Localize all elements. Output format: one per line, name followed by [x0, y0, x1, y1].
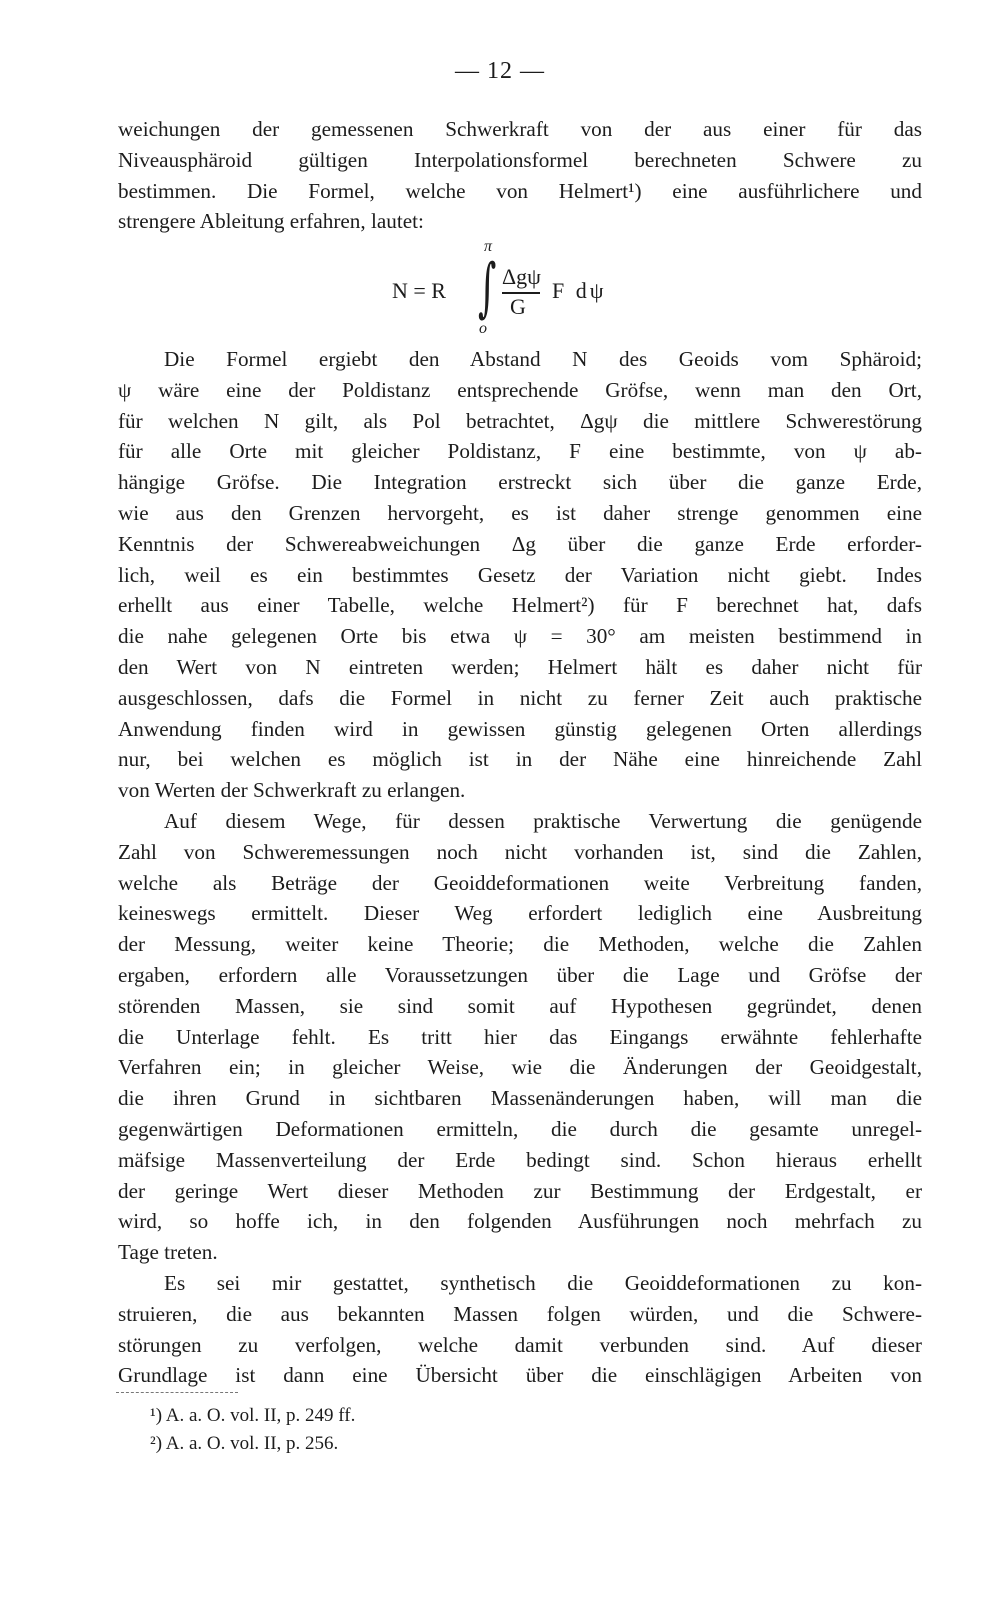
text-line: störungen zu verfolgen, welche damit verbunden sind. Auf dieser — [118, 1332, 922, 1357]
text-line: von Werten der Schwerkraft zu erlangen. — [118, 778, 466, 803]
text-line: ausgeschlossen, dafs die Formel in nicht zu ferner Zeit auch praktische — [118, 685, 922, 710]
formula-numerator: Δgψ — [502, 264, 541, 289]
text-line: ψ wäre eine der Poldistanz entsprechende Gröfse, wenn man den Ort, — [118, 377, 922, 402]
text-line: wie aus den Grenzen hervorgeht, es ist daher strenge genommen eine — [118, 500, 922, 525]
formula-denominator: G — [510, 294, 526, 319]
text-line: gegenwärtigen Deformationen ermitteln, die durch die gesamte unregel- — [118, 1116, 922, 1141]
footnotes — [150, 1402, 355, 1458]
text-line: nur, bei welchen es möglich ist in der Nähe eine hinreichende Zahl — [118, 747, 922, 772]
text-line: den Wert von N eintreten werden; Helmert hält es daher nicht für — [118, 654, 922, 679]
text-line: für welchen N gilt, als Pol betrachtet, Δgψ die mittlere Schwerestörung — [118, 408, 922, 433]
page-number: — 12 — — [455, 58, 545, 84]
text-line: der Messung, weiter keine Theorie; die Methoden, welche die Zahlen — [118, 932, 922, 957]
text-line: die ihren Grund in sichtbaren Massenänderungen haben, will man die — [118, 1086, 922, 1111]
text-line: wird, so hoffe ich, in den folgenden Ausführungen noch mehrfach zu — [118, 1209, 922, 1234]
text-line: hängige Gröfse. Die Integration erstreckt sich über die ganze Erde, — [118, 470, 922, 495]
text-line: Die Formel ergiebt den Abstand N des Geoids vom Sphäroid; — [164, 347, 922, 371]
text-line: erhellt aus einer Tabelle, welche Helmert²) für F berechnet hat, dafs — [118, 593, 922, 618]
formula-lower-limit: o — [479, 320, 487, 337]
text-line: lich, weil es ein bestimmtes Gesetz der Variation nicht giebt. Indes — [118, 562, 922, 587]
footnote-rule — [116, 1392, 238, 1393]
text-line: Auf diesem Wege, für dessen praktische Verwertung die genügende — [164, 808, 922, 833]
text-line: der geringe Wert dieser Methoden zur Bestimmung der Erdgestalt, er — [118, 1178, 922, 1203]
footnote: ²) A. a. O. vol. II, p. 256. — [150, 1433, 339, 1454]
formula — [0, 238, 1000, 338]
body-text — [118, 344, 922, 1391]
text-line: die nahe gelegenen Orte bis etwa ψ = 30° am meisten bestimmend in — [118, 624, 922, 649]
text-line: keineswegs ermittelt. Dieser Weg erfordert lediglich eine Ausbreitung — [118, 901, 922, 926]
footnote: ¹) A. a. O. vol. II, p. 249 ff. — [150, 1405, 356, 1426]
text-line: strengere Ableitung erfahren, lautet: — [118, 209, 424, 234]
paragraph-intro — [118, 114, 922, 237]
text-line: Tage treten. — [118, 1240, 218, 1265]
formula-rest: F dψ — [552, 278, 607, 303]
text-line: für alle Orte mit gleicher Poldistanz, F eine bestimmte, von ψ ab- — [118, 439, 922, 464]
text-line: Niveausphäroid gültigen Interpolationsformel berechneten Schwere zu — [118, 147, 922, 172]
text-line: störenden Massen, sie sind somit auf Hypothesen gegründet, denen — [118, 993, 922, 1018]
formula-lhs: N = R — [392, 278, 446, 303]
text-line: weichungen der gemessenen Schwerkraft von der aus einer für das — [118, 117, 922, 141]
text-line: mäfsige Massenverteilung der Erde bedingt sind. Schon hieraus erhellt — [118, 1147, 922, 1172]
text-line: ergaben, erfordern alle Voraussetzungen über die Lage und Gröfse der — [118, 962, 922, 987]
text-line: bestimmen. Die Formel, welche von Helmert¹) eine ausführlichere und — [118, 178, 922, 203]
formula-integral-sign: ∫ — [478, 251, 497, 325]
text-line: Zahl von Schweremessungen noch nicht vorhanden ist, sind die Zahlen, — [118, 839, 922, 864]
formula-upper-limit: π — [484, 238, 493, 255]
text-line: Verfahren ein; in gleicher Weise, wie die Änderungen der Geoidgestalt, — [118, 1055, 922, 1080]
text-line: die Unterlage fehlt. Es tritt hier das Eingangs erwähnte fehlerhafte — [118, 1024, 922, 1049]
text-line: Es sei mir gestattet, synthetisch die Geoiddeformationen zu kon- — [164, 1270, 922, 1295]
text-line: Anwendung finden wird in gewissen günstig gelegenen Orten allerdings — [118, 716, 922, 741]
text-line: struieren, die aus bekannten Massen folgen würden, und die Schwere- — [118, 1301, 922, 1326]
text-line: Grundlage ist dann eine Übersicht über die einschlägigen Arbeiten von — [118, 1363, 922, 1388]
text-line: welche als Beträge der Geoiddeformationen weite Verbreitung fanden, — [118, 870, 922, 895]
text-line: Kenntnis der Schwereabweichungen Δg über die ganze Erde erforder- — [118, 531, 922, 556]
